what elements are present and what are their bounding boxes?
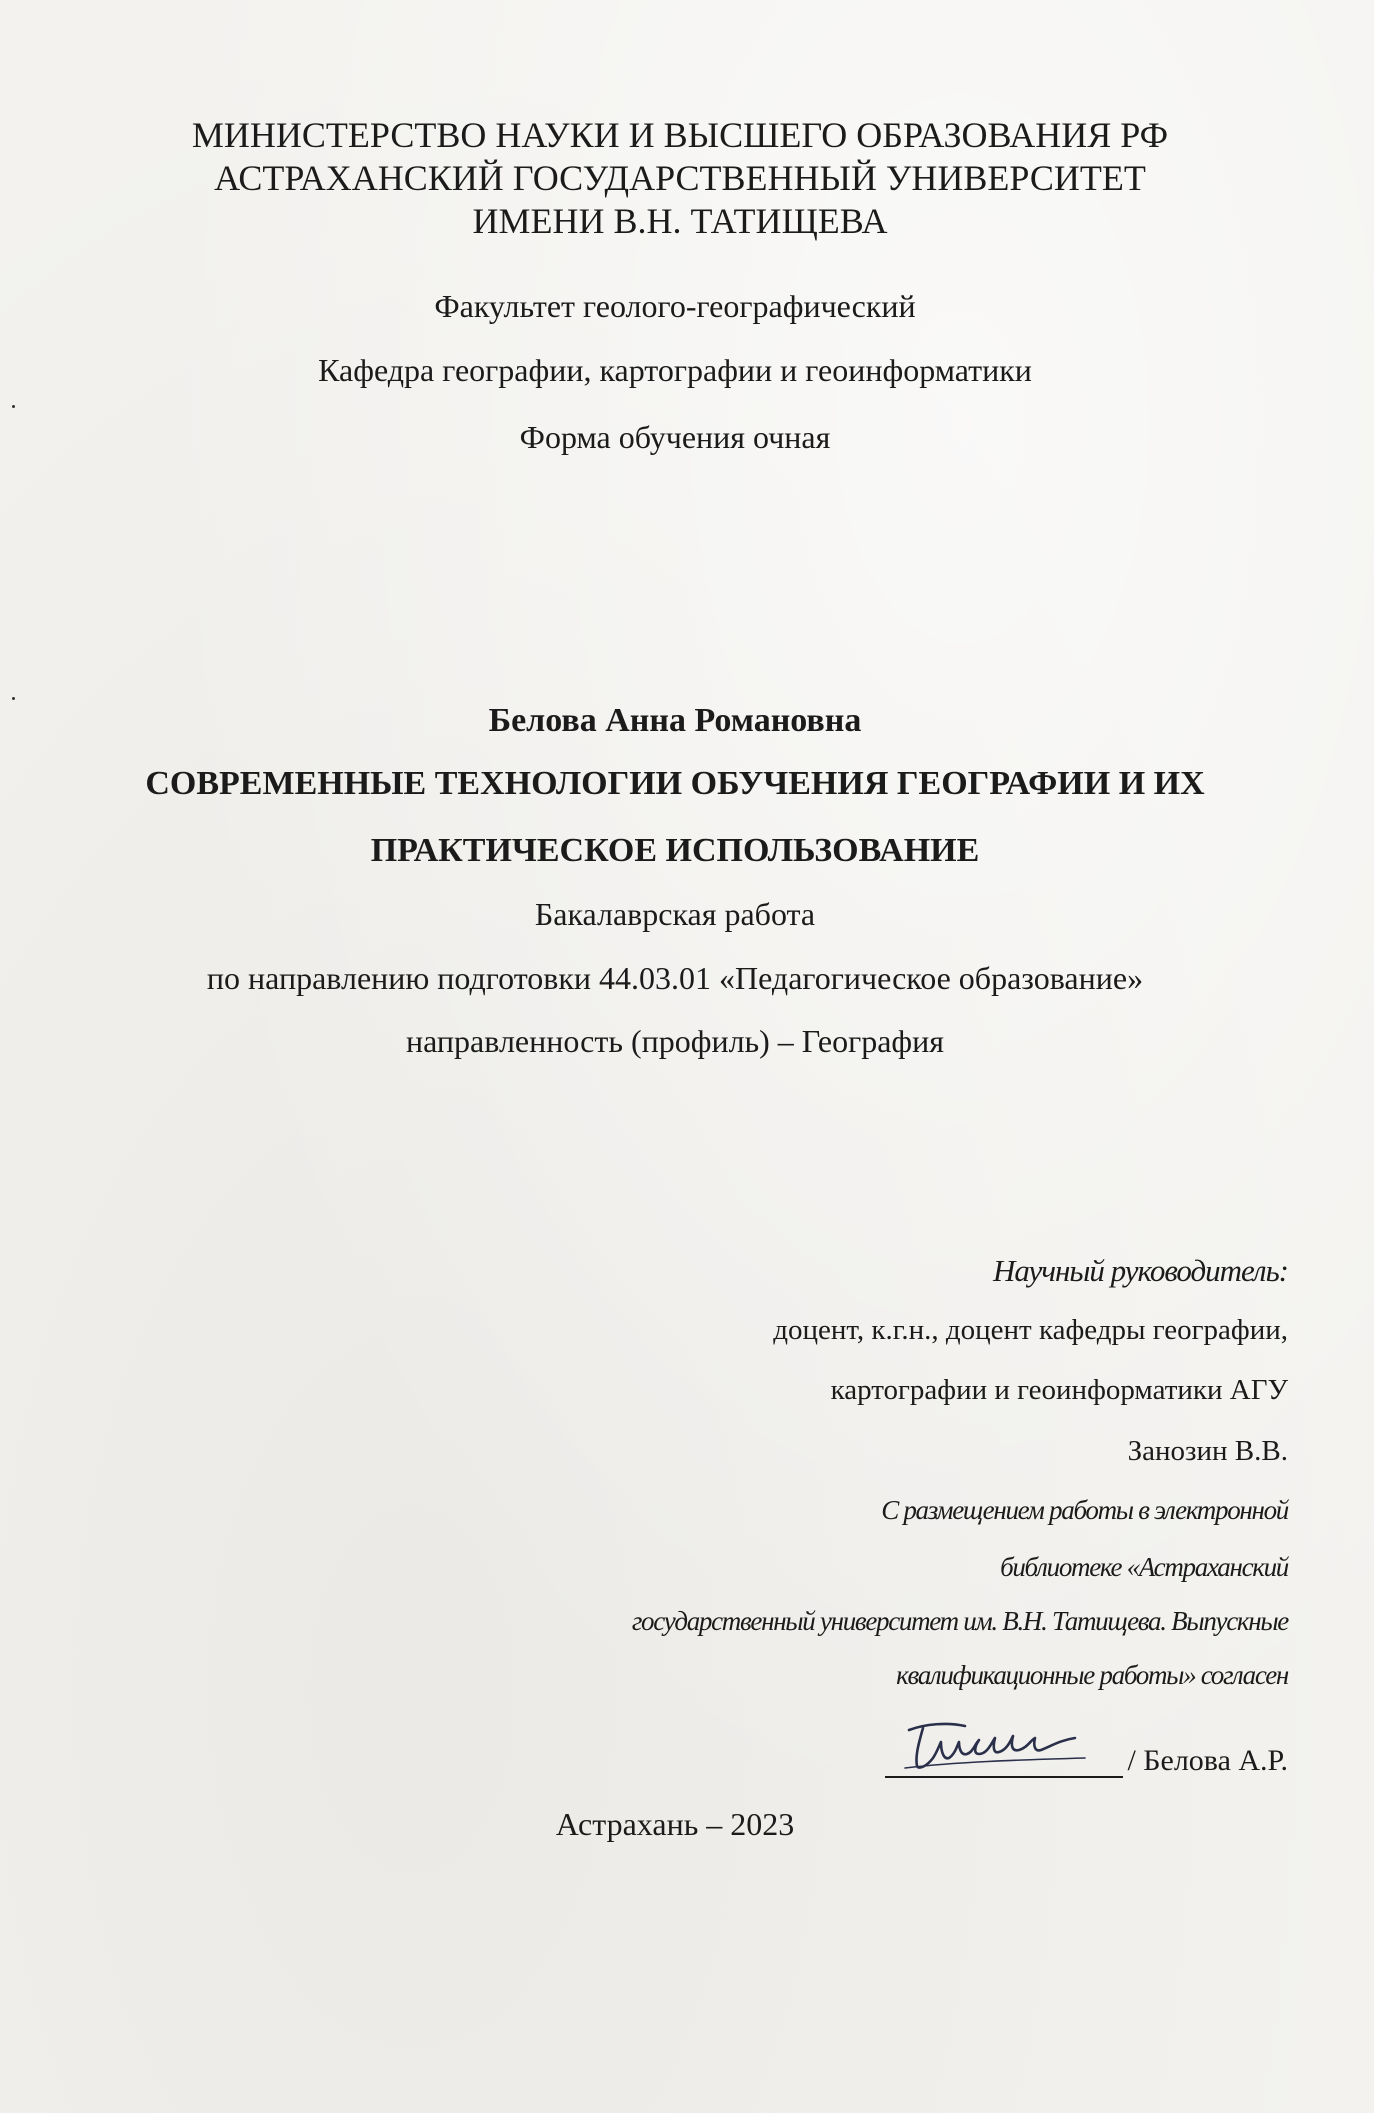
- consent-line-2: библиотеке «Астраханский: [1000, 1552, 1288, 1582]
- supervisor-label: Научный руководитель:: [993, 1253, 1288, 1288]
- handwritten-signature-icon: [895, 1718, 1095, 1774]
- university-line: АСТРАХАНСКИЙ ГОСУДАРСТВЕННЫЙ УНИВЕРСИТЕТ: [214, 158, 1146, 198]
- signature-row: [885, 1718, 1288, 1778]
- consent-line-4: квалификационные работы» согласен: [896, 1660, 1288, 1690]
- training-profile: направленность (профиль) – География: [406, 1023, 944, 1059]
- author-name: Белова Анна Романовна: [488, 702, 862, 739]
- supervisor-name: Занозин В.В.: [1127, 1435, 1288, 1467]
- thesis-title-line-2: ПРАКТИЧЕСКОЕ ИСПОЛЬЗОВАНИЕ: [370, 832, 980, 869]
- university-name-line: ИМЕНИ В.Н. ТАТИЩЕВА: [472, 201, 888, 241]
- ministry-line: МИНИСТЕРСТВО НАУКИ И ВЫСШЕГО ОБРАЗОВАНИЯ РФ: [191, 115, 1169, 155]
- consent-line-3: государственный университет им. В.Н. Татищева. Выпускные: [631, 1606, 1288, 1636]
- supervisor-position-1: доцент, к.г.н., доцент кафедры географии,: [773, 1314, 1288, 1346]
- scan-speck: [12, 405, 15, 408]
- scan-speck: [12, 697, 15, 700]
- work-type: Бакалаврская работа: [534, 896, 816, 932]
- study-form-line: Форма обучения очная: [519, 419, 831, 455]
- signature-line: [885, 1716, 1123, 1778]
- supervisor-position-2: картографии и геоинформатики АГУ: [830, 1374, 1288, 1406]
- consent-line-1: С размещением работы в электронной: [881, 1495, 1288, 1525]
- training-direction: по направлению подготовки 44.03.01 «Педагогическое образование»: [206, 960, 1144, 996]
- faculty-line: Факультет геолого-географический: [434, 288, 916, 324]
- chair-line: Кафедра географии, картографии и геоинформатики: [318, 352, 1032, 388]
- place-and-year: Астрахань – 2023: [555, 1806, 795, 1842]
- signer-name: / Белова А.Р.: [1127, 1744, 1288, 1777]
- thesis-title-line-1: СОВРЕМЕННЫЕ ТЕХНОЛОГИИ ОБУЧЕНИЯ ГЕОГРАФИИ И ИХ: [145, 765, 1205, 802]
